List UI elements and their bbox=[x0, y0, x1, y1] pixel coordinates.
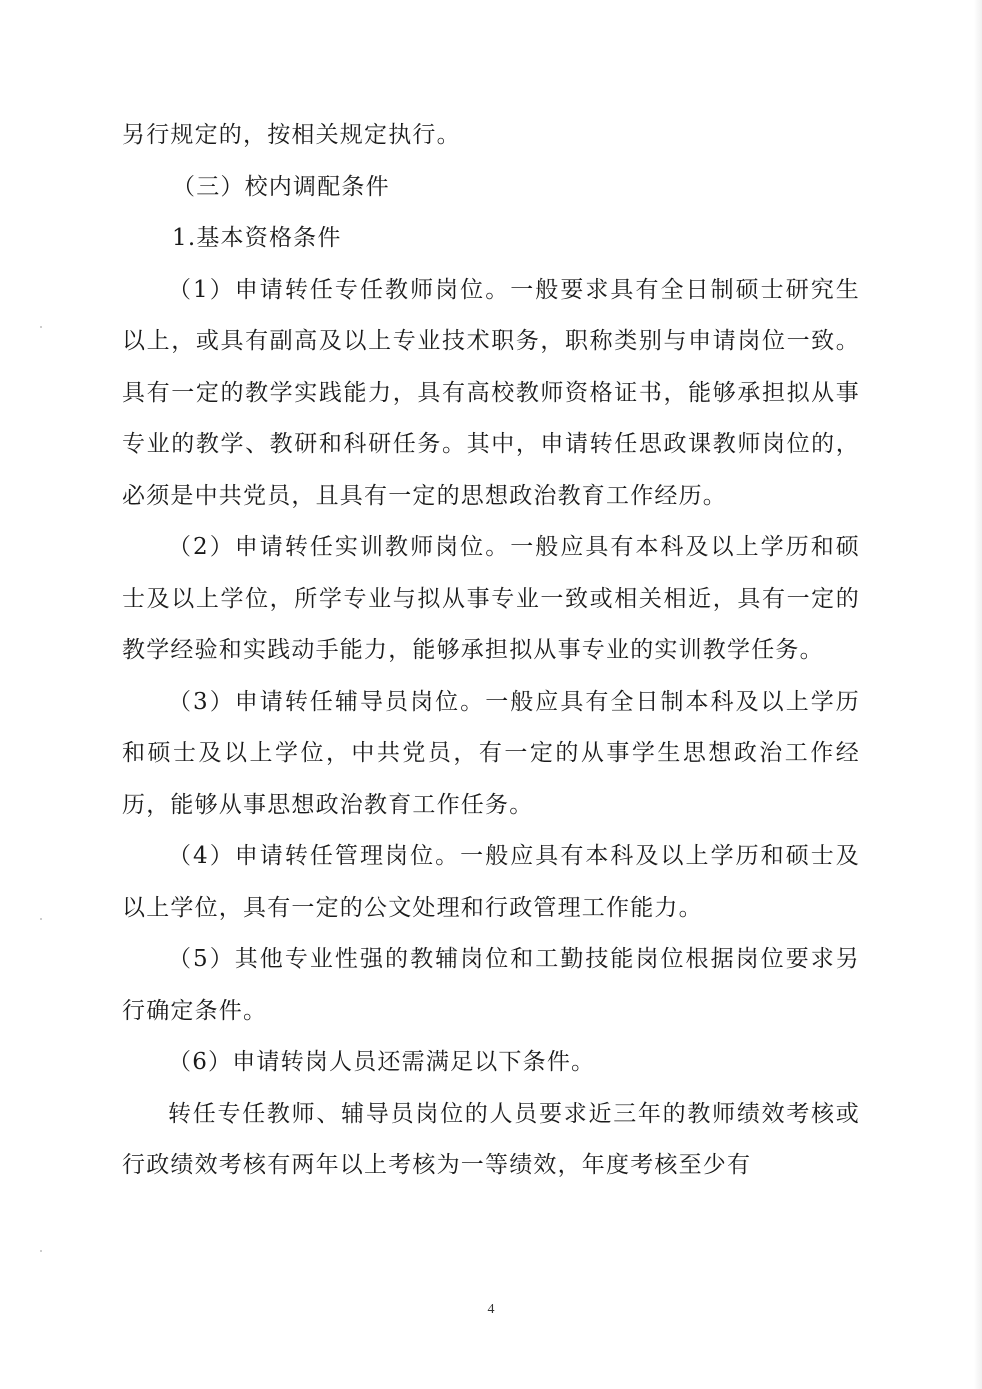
paragraph-performance-requirement: 转任专任教师、辅导员岗位的人员要求近三年的教师绩效考核或行政绩效考核有两年以上考核为一等绩效，年度考核至少有 bbox=[122, 1100, 860, 1178]
paragraph-item-1-full-time-teacher: （1）申请转任专任教师岗位。一般要求具有全日制硕士研究生以上，或具有副高及以上专业技术职务，职称类别与申请岗位一致。具有一定的教学实践能力，具有高校教师资格证书，能够承担拟从事专业的教学、教研和科研任务。其中，申请转任思政课教师岗位的，必须是中共党员，且具有一定的思想政治教育工作经历。 bbox=[122, 276, 860, 509]
paragraph-item-3-counselor: （3）申请转任辅导员岗位。一般应具有全日制本科及以上学历和硕士及以上学位，中共党员，有一定的从事学生思想政治工作经历，能够从事思想政治教育工作任务。 bbox=[122, 688, 860, 818]
paragraph-item-5-other-posts: （5）其他专业性强的教辅岗位和工勤技能岗位根据岗位要求另行确定条件。 bbox=[122, 946, 860, 1024]
scan-speck bbox=[40, 326, 42, 328]
section-heading-internal-transfer: （三）校内调配条件 bbox=[172, 173, 390, 200]
paragraph-continuation: 另行规定的，按相关规定执行。 bbox=[122, 122, 461, 148]
page-number: 4 bbox=[487, 1302, 495, 1317]
subsection-heading-basic-qualifications: 1.基本资格条件 bbox=[172, 225, 342, 251]
paragraph-item-2-training-teacher: （2）申请转任实训教师岗位。一般应具有本科及以上学历和硕士及以上学位，所学专业与拟从事专业一致或相关相近，具有一定的教学经验和实践动手能力，能够承担拟从事专业的实训教学任务。 bbox=[122, 534, 860, 663]
scan-speck bbox=[40, 918, 42, 920]
paragraph-item-4-management: （4）申请转任管理岗位。一般应具有本科及以上学历和硕士及以上学位，具有一定的公文处理和行政管理工作能力。 bbox=[122, 843, 860, 921]
paragraph-item-6-additional-conditions: （6）申请转岗人员还需满足以下条件。 bbox=[168, 1049, 596, 1075]
document-body bbox=[122, 110, 860, 1192]
scan-speck bbox=[40, 1250, 42, 1252]
scan-edge-shadow bbox=[974, 0, 982, 1389]
